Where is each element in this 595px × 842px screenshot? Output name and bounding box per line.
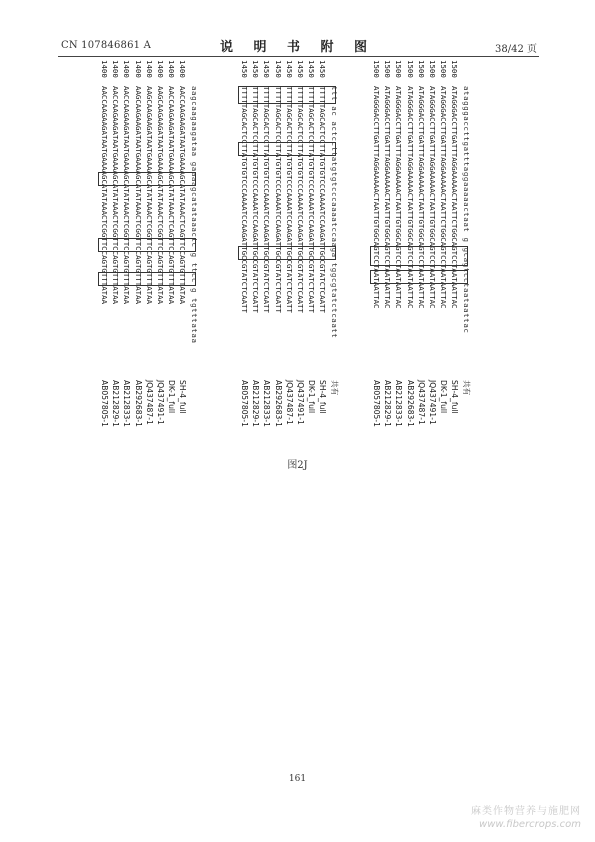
sequence-label: JQ437491-1 xyxy=(156,380,165,425)
variant-highlight-box xyxy=(238,142,336,156)
alignment-sequence: ATAGGGACCTTGATTTAGGAAAAACTAATTGTGGCAGTCCTAATAATTAC xyxy=(394,86,404,309)
position-number: 1500 xyxy=(450,60,460,78)
alignment-sequence: TTTTTAGCACTCCTTATGTGTCCCAAAATCCAAGATTGCCGTATCTCAATT xyxy=(307,86,317,313)
consensus-sequence: aagcaagaagataa gaaaagcatataaactc g ttcc g tgtttataa xyxy=(189,86,199,344)
watermark-url: www.fibercrops.com xyxy=(479,818,581,830)
sequence-label: AB212833-1 xyxy=(262,380,272,427)
consensus-label: 共有 xyxy=(461,380,471,396)
alignment-sequence: AAGCAAGAAGATAATGAAAAGCATATAAACTCGGTTCCAGTGTTTATAA xyxy=(144,86,154,305)
position-number: 1450 xyxy=(262,60,272,78)
position-number: 1400 xyxy=(156,60,165,78)
header-title: 说 明 书 附 图 xyxy=(219,40,376,55)
consensus-label: 共有 xyxy=(329,380,339,396)
alignment-sequence: ATAGGGACCTTGATTTAGGAAAAACTAATTGTGGCAGTCCTAATAATTAC xyxy=(416,86,426,309)
sequence-label: AB292683-1 xyxy=(405,380,415,427)
position-number: 1500 xyxy=(383,60,393,78)
alignment-sequence: TTTTTAGCACTCCTTATGTGTCCCAAAATCCAAGATTGCCGTATCTCAATT xyxy=(318,86,328,313)
position-number: 1450 xyxy=(318,60,328,78)
consensus-sequence: ttt ac actccttatgtgtcccaaaatccaaga tggcgtatctcaatt xyxy=(329,86,339,339)
variant-highlight-box xyxy=(98,238,196,252)
watermark xyxy=(471,806,581,831)
alignment-sequence: ATAGGGACCTTGATTTAGGAAAAACTAATTGTGGCAGTCCTAATAATTAC xyxy=(383,86,393,309)
alignment-sequence: AACCAAGAAGATAATGAAAAGCATATAAACTCGGTTCCAGTGTTTATAA xyxy=(122,86,132,305)
sequence-label: JQ437487-1 xyxy=(284,380,294,425)
position-number: 1400 xyxy=(167,60,177,78)
position-number: 1450 xyxy=(273,60,283,78)
position-number: 1450 xyxy=(307,60,317,78)
alignment-sequence: ATAGGGACCTTGATTTAGGAAAAACTAATTGTGGCAGTCCTAATAATTAC xyxy=(428,86,437,309)
position-number: 1400 xyxy=(111,60,121,78)
alignment-sequence: AAGCAAGAAGATAATGAAAAGCATATAAACTCGGTTCCAGTGTTTATAA xyxy=(133,86,143,305)
sequence-label: AB292683-1 xyxy=(273,380,283,427)
position-number: 1500 xyxy=(394,60,404,78)
position-number: 1400 xyxy=(122,60,132,78)
alignment-sequence: ATAGGGACCTTGATTTAGGAAAAACTAATTCTGGCAGTCCTAATAATTAC xyxy=(450,86,460,309)
alignment-sequence: ATAGGGACCTTGATTTAGGAAAAACTAATTGTGGCAGTCCTAATAATTAC xyxy=(372,86,381,309)
variant-highlight-box xyxy=(238,86,336,104)
alignment-sequence: TTTTTAGCACTCCTTATGTGTCCCAAAATCCAAGATTGCCGTATCTCAATT xyxy=(273,86,283,313)
alignment-sequence: TTTTTAGCACTCCTTATGTGTCCCAAAATCCAAGATTGCCGTATCTCAATT xyxy=(284,86,294,313)
sequence-label: AB212833-1 xyxy=(394,380,404,427)
alignment-sequence: TTTTTAGCACTCCTTATGTGTCCCAAAATCCAAGATTGCCGTATCTCAATT xyxy=(262,86,272,313)
sequence-label: JQ437487-1 xyxy=(416,380,426,425)
position-number: 1450 xyxy=(296,60,305,78)
sequence-label: AB212833-1 xyxy=(122,380,132,427)
alignment-sequence: ATAGGGACCTTGATTTAGGAAAAACTAATTGTGGCAGTCCTAATAATTAC xyxy=(405,86,415,309)
alignment-sequence: AACCAAGAAGATAATGAAAAGCATATAAACTCGGTTCCAGTGTTTATAA xyxy=(111,86,121,305)
sequence-label: JQ437487-1 xyxy=(144,380,154,425)
position-number: 1500 xyxy=(439,60,449,78)
header-left: CN 107846861 A xyxy=(61,40,152,51)
position-number: 1400 xyxy=(100,60,109,78)
sequence-label: SH-4_full xyxy=(318,380,328,414)
sequence-label: AB057805-1 xyxy=(100,380,109,427)
position-number: 1450 xyxy=(284,60,294,78)
alignment-sequence: AACCAAGAAGATAATGAAAAGCATATAAACTCAGTTCCAGTGTTTATAA xyxy=(167,86,177,305)
sequence-label: AB057805-1 xyxy=(240,380,249,427)
sequence-label: AB057805-1 xyxy=(372,380,381,427)
position-number: 1400 xyxy=(178,60,188,78)
sequence-label: SH-4_full xyxy=(450,380,460,414)
position-number: 1500 xyxy=(405,60,415,78)
sequence-label: JQ437491-1 xyxy=(296,380,305,425)
alignment-sequence: TTTTTAGCACTCCTTATGTGTCCCAAAATCCAAGATTGCCGTATCTCAATT xyxy=(296,86,305,313)
variant-highlight-box xyxy=(370,270,468,284)
sequence-label: AB212829-1 xyxy=(111,380,121,427)
sequence-label: AB212829-1 xyxy=(383,380,393,427)
alignment-sequence: AACCAAGAAGATAATGAAAAGCATATAAACTCGGTTCCAGTGTTTATAA xyxy=(100,86,109,305)
sequence-label: DK-1_full xyxy=(439,380,449,414)
header-right: 38/42 页 xyxy=(495,44,537,55)
sequence-label: SH-4_full xyxy=(178,380,188,414)
position-number: 1500 xyxy=(428,60,437,78)
alignment-sequence: TTTTTAGCACTCCTTATGTGTCCCAAAATCCAAGATTGCCGTATCTCAATT xyxy=(240,86,249,313)
consensus-sequence: atagggaccttgatttaggaaaaactaat g gcagtcctaataattac xyxy=(461,86,471,334)
alignment-sequence: TTTTTAGCACTCCTTATGTGTCCCAAAATCCAAGATTGCCGTATCTCAATT xyxy=(251,86,261,313)
variant-highlight-box xyxy=(370,246,468,266)
variant-highlight-box xyxy=(98,172,196,186)
sequence-label: AB292683-1 xyxy=(133,380,143,427)
position-number: 1500 xyxy=(372,60,381,78)
position-number: 1450 xyxy=(251,60,261,78)
sequence-label: DK-1_full xyxy=(307,380,317,414)
alignment-sequence: AACCAAGAAGATAATGAAAAGCATATAAACTCAGTTCCAGTGTTTATAA xyxy=(178,86,188,305)
figure-caption: 图2J xyxy=(287,460,308,471)
sequence-label: AB212829-1 xyxy=(251,380,261,427)
position-number: 1450 xyxy=(240,60,249,78)
watermark-site-name: 麻类作物营养与施肥网 xyxy=(471,806,581,817)
sequence-label: JQ437491-1 xyxy=(428,380,437,425)
position-number: 1500 xyxy=(416,60,426,78)
sequence-label: DK-1_full xyxy=(167,380,177,414)
page-number: 161 xyxy=(288,774,307,784)
position-number: 1400 xyxy=(144,60,154,78)
position-number: 1400 xyxy=(133,60,143,78)
alignment-sequence: ATAGGGACCTTGATTTAGGAAAAACTAATTCTGGCAGTCCTAATAATTAC xyxy=(439,86,449,309)
alignment-sequence: AAGCAAGAAGATAATGAAAAGCATATAAACTCGGTTCCAGTGTTTATAA xyxy=(156,86,165,305)
variant-highlight-box xyxy=(238,246,336,260)
variant-highlight-box xyxy=(98,272,196,286)
